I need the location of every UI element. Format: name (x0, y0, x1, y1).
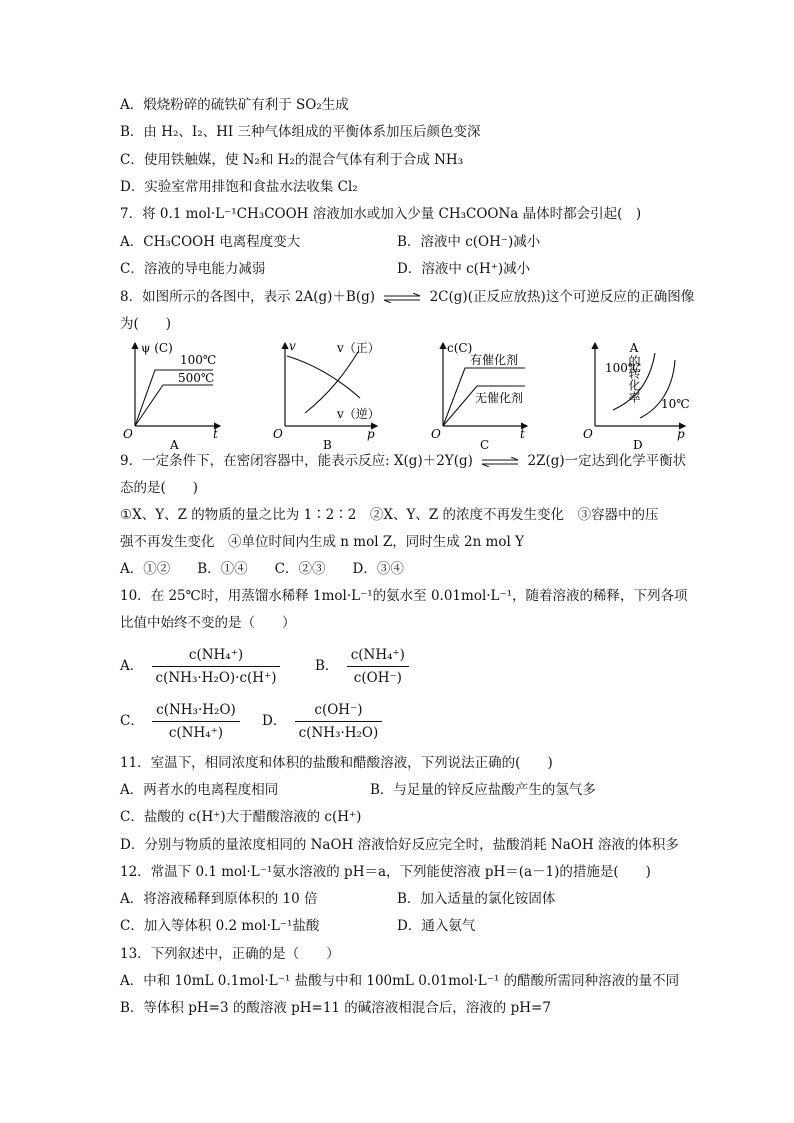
graph-c (431, 341, 527, 452)
q6-option-d: D．实验室常用排饱和食盐水法收集 Cl₂ (120, 179, 358, 195)
q9-stem-part2: 2Z(g)一定达到化学平衡状 (527, 453, 687, 469)
graph-a-origin: O (123, 427, 133, 441)
graph-c-ylabel: c(C) (447, 341, 473, 355)
q10-option-c-fraction (152, 700, 240, 743)
q10-option-d-fraction (295, 700, 383, 743)
graph-b-curve1-label: v（正） (337, 341, 380, 355)
q10-option-b (315, 645, 413, 688)
q8-stem-part1: 8．如图所示的各图中，表示 2A(g)＋B(g) (120, 289, 375, 305)
q10-stem-cont: 比值中始终不变的是（ ） (120, 615, 296, 631)
graph-c-curve2-label: 无催化剂 (475, 391, 524, 405)
q10-stem: 10．在 25℃时，用蒸馏水稀释 1mol·L⁻¹的氨水至 0.01mol·L⁻¹，随着溶液的稀释，下列各项 (120, 588, 688, 604)
graph-d-ylabel-text: A的转化率 (579, 341, 641, 355)
q8-stem-cont: 为( ) (120, 316, 172, 332)
q10-option-b-label: B． (315, 658, 339, 674)
reversible-arrow-icon (382, 293, 422, 303)
q13-option-b: B．等体积 pH=3 的酸溶液 pH=11 的碱溶液相混合后，溶液的 pH=7 (120, 1000, 551, 1016)
q10-option-a-numerator: c(NH₄⁺) (152, 645, 281, 667)
q10-option-d-denominator: c(NH₃·H₂O) (298, 725, 379, 741)
q10-option-d-numerator: c(OH⁻) (295, 700, 383, 722)
graph-b-curve-forward (287, 356, 360, 398)
graph-a-ylabel: ψ (C) (141, 341, 173, 355)
graph-b-curve-reverse (305, 352, 358, 413)
q12-option-a: A．将溶液稀释到原体积的 10 倍 (120, 891, 318, 907)
graph-b-origin: O (273, 427, 283, 441)
q9-stem-part1: 9．一定条件下，在密闭容器中，能表示反应: X(g)＋2Y(g) (120, 453, 473, 469)
q9-statements-2: 强不再发生变化 ④单位时间内生成 n mol Z，同时生成 2n mol Y (120, 534, 525, 550)
q10-option-a (120, 645, 284, 688)
q7-option-b: B．溶液中 c(OH⁻)减小 (397, 234, 541, 250)
graph-b-ylabel: v (289, 339, 296, 353)
q11-stem: 11．室温下，相同浓度和体积的盐酸和醋酸溶液，下列说法正确的( ) (120, 755, 553, 771)
graph-d-origin: O (583, 427, 593, 441)
graph-a-curve1-label: 100℃ (180, 353, 217, 367)
q13-option-a: A．中和 10mL 0.1mol·L⁻¹ 盐酸与中和 100mL 0.01mol·L⁻¹ 的醋酸所需同种溶液的量不同 (120, 973, 680, 989)
graph-d-xlabel: p (677, 427, 685, 441)
q8-stem (120, 287, 694, 307)
q8-graphs (115, 338, 695, 453)
graph-a-curve-500 (135, 385, 213, 426)
graph-d (579, 341, 690, 452)
q7-option-c: C．溶液的导电能力减弱 (120, 261, 266, 277)
q10-option-c (120, 700, 244, 743)
q10-option-c-numerator: c(NH₃·H₂O) (152, 700, 240, 722)
q12-stem: 12．常温下 0.1 mol·L⁻¹氨水溶液的 pH＝a，下列能使溶液 pH＝(a－1)的措施是( ) (120, 864, 651, 880)
q10-option-a-fraction (152, 645, 281, 688)
graph-a-curve2-label: 500℃ (178, 371, 215, 385)
q10-option-d-label: D． (262, 713, 287, 729)
graph-a-tag: A (170, 438, 179, 452)
q11-option-a: A．两者水的电离程度相同 (120, 782, 279, 798)
q9-stem (120, 451, 686, 471)
q10-option-b-numerator: c(NH₄⁺) (347, 645, 409, 667)
q10-option-d (262, 700, 386, 743)
graph-c-curve1-label: 有催化剂 (470, 353, 519, 367)
q9-stem-cont: 态的是( ) (120, 480, 199, 496)
graph-d-tag: D (633, 438, 643, 452)
q10-option-b-denominator: c(OH⁻) (353, 670, 402, 686)
q6-option-c: C．使用铁触媒，使 N₂和 H₂的混合气体有利于合成 NH₃ (120, 152, 464, 168)
reversible-arrow-icon (480, 457, 520, 467)
graph-a-xlabel: t (213, 427, 218, 441)
graph-c-tag: C (480, 438, 490, 452)
q12-option-b: B．加入适量的氯化铵固体 (397, 891, 556, 907)
q10-option-a-denominator: c(NH₃·H₂O)·c(H⁺) (155, 670, 277, 686)
q13-stem: 13．下列叙述中，正确的是（ ） (120, 946, 340, 962)
q7-stem: 7．将 0.1 mol·L⁻¹CH₃COOH 溶液加水或加入少量 CH₃COONa 晶体时都会引起( ) (120, 206, 642, 222)
q10-option-c-label: C． (120, 713, 144, 729)
graph-b-xlabel: p (367, 427, 375, 441)
q8-stem-part2: 2C(g)(正反应放热)这个可逆反应的正确图像 (429, 289, 695, 305)
q11-option-b: B．与足量的锌反应盐酸产生的氢气多 (370, 782, 596, 798)
q12-option-c: C．加入等体积 0.2 mol·L⁻¹盐酸 (120, 918, 320, 934)
q11-option-d: D．分别与物质的量浓度相同的 NaOH 溶液恰好反应完全时，盐酸消耗 NaOH 溶液的体积多 (120, 837, 679, 853)
q7-option-d: D．溶液中 c(H⁺)减小 (397, 261, 531, 277)
graph-c-xlabel: t (520, 427, 525, 441)
graph-b-curve2-label: v（逆） (337, 407, 380, 421)
q9-options: A．①② B．①④ C．②③ D．③④ (120, 561, 404, 577)
q6-option-b: B．由 H₂、I₂、HI 三种气体组成的平衡体系加压后颜色变深 (120, 124, 481, 140)
q12-option-d: D．通入氨气 (397, 918, 476, 934)
q7-option-a: A．CH₃COOH 电离程度变大 (120, 234, 301, 250)
graph-a (123, 341, 220, 452)
graph-b (273, 339, 380, 452)
graph-d-curve1-label: 100℃ (605, 361, 642, 375)
graph-c-origin: O (431, 427, 441, 441)
q6-option-a: A．煅烧粉碎的硫铁矿有利于 SO₂生成 (120, 97, 349, 113)
q10-option-a-label: A． (120, 658, 144, 674)
q11-option-c: C．盐酸的 c(H⁺)大于醋酸溶液的 c(H⁺) (120, 809, 362, 825)
graph-d-curve2-label: 10℃ (661, 397, 690, 411)
q9-statements-1: ①X、Y、Z 的物质的量之比为 1∶2∶2 ②X、Y、Z 的浓度不再发生变化 ③容器中的压 (120, 507, 659, 523)
graph-b-tag: B (323, 438, 332, 452)
q10-option-c-denominator: c(NH₄⁺) (168, 725, 224, 741)
q10-option-b-fraction (347, 645, 409, 688)
